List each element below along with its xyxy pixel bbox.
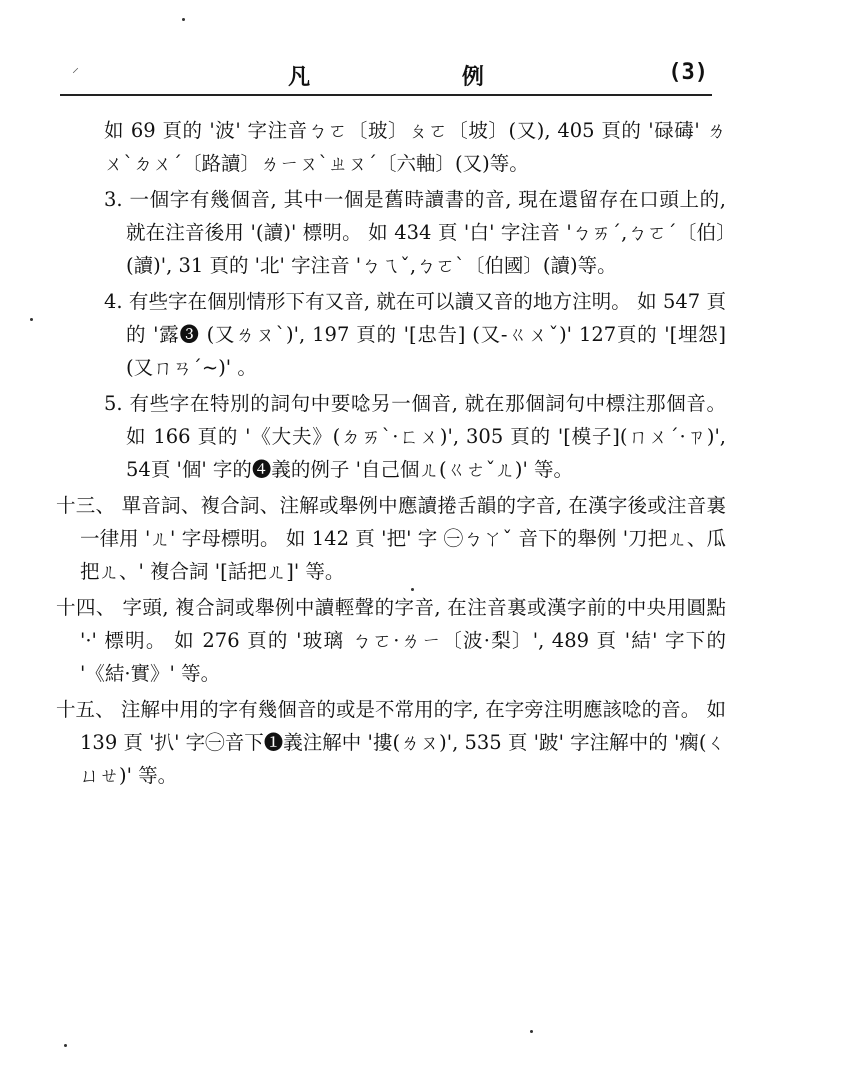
scan-speck (411, 588, 414, 591)
section-13: 十三、 單音詞、複合詞、注解或舉例中應讀捲舌韻的字音, 在漢字後或注音裏一律用 'ㄦ' 字母標明。 如 142 頁 '把' 字 ㊀ㄅㄚˇ 音下的舉例 '刀把ㄦ、瓜把ㄦ、' 複合詞 '[話把ㄦ]' 等。 (56, 494, 726, 583)
section-15: 十五、 注解中用的字有幾個音的或是不常用的字, 在字旁注明應該唸的音。 如 139 頁 '扒' 字㊀音下❶義注解中 '摟(ㄌㄡ)', 535 頁 '跛' 字注解中的 '瘸(ㄑㄩㄝ)' 等。 (56, 698, 726, 787)
scan-speck (30, 318, 33, 321)
section-14: 十四、 字頭, 複合詞或舉例中讀輕聲的字音, 在注音裏或漢字前的中央用圓點 '·' 標明。 如 276 頁的 '玻璃 ㄅㄛ·ㄌㄧ〔波·梨〕', 489 頁 '結' 字下的 '《結·實》' 等。 (56, 596, 726, 685)
paragraph-continuation: 如 69 頁的 '波' 字注音ㄅㄛ〔玻〕ㄆㄛ〔坡〕(又), 405 頁的 '碌碡' ㄌㄨˋㄉㄨˊ〔路讀〕ㄌㄧㄡˋㄓㄡˊ〔六軸〕(又)等。 (104, 119, 726, 175)
page-body (56, 114, 726, 795)
list-item-3: 3. 一個字有幾個音, 其中一個是舊時讀書的音, 現在還留存在口頭上的, 就在注音後用 '(讀)' 標明。 如 434 頁 '白' 字注音 'ㄅㄞˊ,ㄅㄛˊ〔伯〕(讀)', 31 頁的 '北' 字注音 'ㄅㄟˇ,ㄅㄛˋ〔伯國〕(讀)等。 (104, 188, 726, 277)
page-header (60, 58, 712, 96)
scan-speck (64, 1044, 67, 1047)
scan-speck (530, 1030, 533, 1033)
scan-speck (182, 18, 185, 21)
page-title: 凡 例 (288, 64, 556, 90)
corner-tick-mark: ⸝ (72, 60, 79, 76)
list-item-5: 5. 有些字在特別的詞句中要唸另一個音, 就在那個詞句中標注那個音。 如 166 頁的 '《大夫》(ㄉㄞˋ·ㄈㄨ)', 305 頁的 '[模子](ㄇㄨˊ·ㄗ)', 54頁 '個' 字的❹義的例子 '自己個ㄦ(ㄍㄜˇㄦ)' 等。 (104, 392, 726, 481)
list-item-4: 4. 有些字在個別情形下有又音, 就在可以讀又音的地方注明。 如 547 頁的 '露❸ (又ㄌㄡˋ)', 197 頁的 '[忠告] (又-ㄍㄨˇ)' 127頁的 '[埋怨](又ㄇㄢˊ~)' 。 (104, 290, 726, 379)
page-number: (3) (668, 60, 708, 85)
